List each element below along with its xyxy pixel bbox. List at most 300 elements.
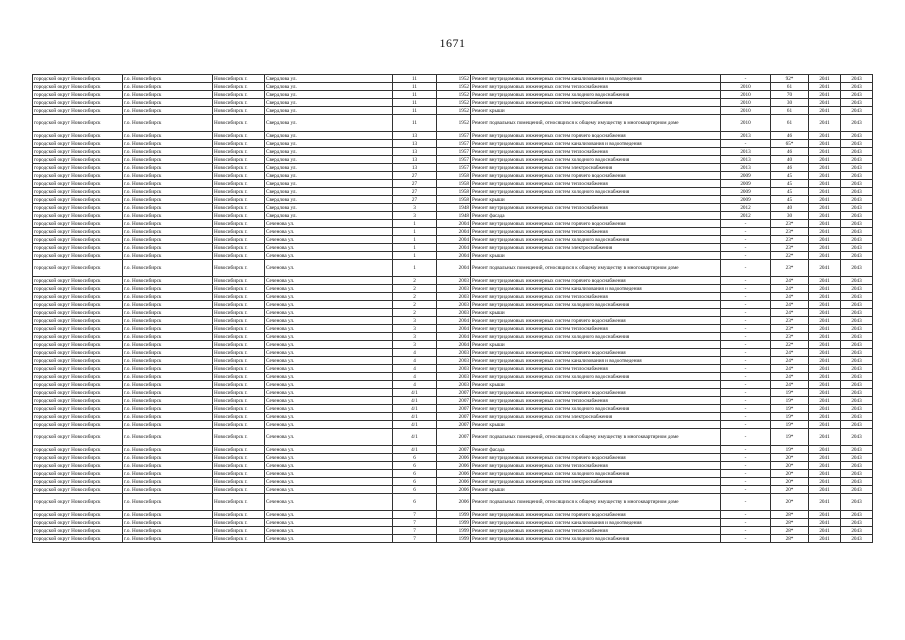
house-cell: 7 xyxy=(393,535,437,543)
last-repair-cell: - xyxy=(721,341,771,349)
year-built-cell: 1999 xyxy=(437,519,471,527)
start-year-cell: 2041 xyxy=(809,293,841,301)
start-year-cell: 2041 xyxy=(809,99,841,107)
street-cell: Сеченова ул. xyxy=(265,446,393,454)
wear-cell: 65* xyxy=(771,140,809,148)
city-cell: Новосибирск г. xyxy=(213,365,265,373)
year-built-cell: 1948 xyxy=(437,204,471,212)
district-cell: г.о. Новосибирск xyxy=(123,470,213,478)
end-year-cell: 2043 xyxy=(841,277,873,285)
end-year-cell: 2043 xyxy=(841,309,873,317)
district-cell: г.о. Новосибирск xyxy=(123,413,213,421)
street-cell: Свердлова ул. xyxy=(265,164,393,172)
municipality-cell: городской округ Новосибирск xyxy=(33,309,123,317)
house-cell: 2 xyxy=(393,285,437,293)
house-cell: 1 xyxy=(393,228,437,236)
work-type-cell: Ремонт внутридомовых инженерных систем теплоснабжения xyxy=(471,228,721,236)
year-built-cell: 2003 xyxy=(437,285,471,293)
start-year-cell: 2041 xyxy=(809,317,841,325)
wear-cell: 24* xyxy=(771,381,809,389)
city-cell: Новосибирск г. xyxy=(213,172,265,180)
work-type-cell: Ремонт подвальных помещений, относящихся к общему имуществу в многоквартирном доме xyxy=(471,260,721,277)
work-type-cell: Ремонт внутридомовых инженерных систем электроснабжения xyxy=(471,244,721,252)
end-year-cell: 2043 xyxy=(841,140,873,148)
last-repair-cell: - xyxy=(721,317,771,325)
municipality-cell: городской округ Новосибирск xyxy=(33,397,123,405)
work-type-cell: Ремонт внутридомовых инженерных систем теплоснабжения xyxy=(471,83,721,91)
year-built-cell: 1958 xyxy=(437,188,471,196)
municipality-cell: городской округ Новосибирск xyxy=(33,212,123,220)
municipality-cell: городской округ Новосибирск xyxy=(33,333,123,341)
city-cell: Новосибирск г. xyxy=(213,140,265,148)
municipality-cell: городской округ Новосибирск xyxy=(33,325,123,333)
house-cell: 27 xyxy=(393,196,437,204)
table-row xyxy=(33,349,873,357)
table-row xyxy=(33,494,873,511)
municipality-cell: городской округ Новосибирск xyxy=(33,535,123,543)
last-repair-cell: - xyxy=(721,470,771,478)
year-built-cell: 1957 xyxy=(437,164,471,172)
start-year-cell: 2041 xyxy=(809,107,841,115)
street-cell: Сеченова ул. xyxy=(265,373,393,381)
street-cell: Свердлова ул. xyxy=(265,75,393,83)
house-cell: 27 xyxy=(393,172,437,180)
city-cell: Новосибирск г. xyxy=(213,293,265,301)
last-repair-cell: 2012 xyxy=(721,204,771,212)
municipality-cell: городской округ Новосибирск xyxy=(33,527,123,535)
house-cell: 1 xyxy=(393,260,437,277)
house-cell: 13 xyxy=(393,148,437,156)
wear-cell: 46 xyxy=(771,148,809,156)
work-type-cell: Ремонт внутридомовых инженерных систем теплоснабжения xyxy=(471,180,721,188)
city-cell: Новосибирск г. xyxy=(213,462,265,470)
last-repair-cell: - xyxy=(721,494,771,511)
district-cell: г.о. Новосибирск xyxy=(123,325,213,333)
start-year-cell: 2041 xyxy=(809,132,841,140)
last-repair-cell: - xyxy=(721,421,771,429)
table-row xyxy=(33,462,873,470)
last-repair-cell: - xyxy=(721,252,771,260)
year-built-cell: 2003 xyxy=(437,301,471,309)
street-cell: Сеченова ул. xyxy=(265,341,393,349)
district-cell: г.о. Новосибирск xyxy=(123,148,213,156)
wear-cell: 20* xyxy=(771,478,809,486)
end-year-cell: 2043 xyxy=(841,317,873,325)
wear-cell: 28* xyxy=(771,511,809,519)
wear-cell: 61 xyxy=(771,115,809,132)
last-repair-cell: - xyxy=(721,140,771,148)
start-year-cell: 2041 xyxy=(809,405,841,413)
municipality-cell: городской округ Новосибирск xyxy=(33,99,123,107)
repair-schedule-table xyxy=(32,74,873,543)
house-cell: 1 xyxy=(393,236,437,244)
end-year-cell: 2043 xyxy=(841,357,873,365)
wear-cell: 19* xyxy=(771,421,809,429)
year-built-cell: 2003 xyxy=(437,349,471,357)
start-year-cell: 2041 xyxy=(809,365,841,373)
work-type-cell: Ремонт внутридомовых инженерных систем холодного водоснабжения xyxy=(471,236,721,244)
start-year-cell: 2041 xyxy=(809,421,841,429)
city-cell: Новосибирск г. xyxy=(213,341,265,349)
district-cell: г.о. Новосибирск xyxy=(123,519,213,527)
end-year-cell: 2043 xyxy=(841,204,873,212)
district-cell: г.о. Новосибирск xyxy=(123,421,213,429)
end-year-cell: 2043 xyxy=(841,220,873,228)
wear-cell: 19* xyxy=(771,429,809,446)
district-cell: г.о. Новосибирск xyxy=(123,317,213,325)
table-row xyxy=(33,527,873,535)
street-cell: Свердлова ул. xyxy=(265,172,393,180)
end-year-cell: 2043 xyxy=(841,470,873,478)
house-cell: 6 xyxy=(393,478,437,486)
district-cell: г.о. Новосибирск xyxy=(123,365,213,373)
street-cell: Свердлова ул. xyxy=(265,107,393,115)
city-cell: Новосибирск г. xyxy=(213,115,265,132)
municipality-cell: городской округ Новосибирск xyxy=(33,454,123,462)
year-built-cell: 1952 xyxy=(437,83,471,91)
page-number: 1671 xyxy=(439,36,466,50)
district-cell: г.о. Новосибирск xyxy=(123,188,213,196)
municipality-cell: городской округ Новосибирск xyxy=(33,446,123,454)
table-row xyxy=(33,413,873,421)
city-cell: Новосибирск г. xyxy=(213,325,265,333)
district-cell: г.о. Новосибирск xyxy=(123,196,213,204)
start-year-cell: 2041 xyxy=(809,381,841,389)
table-row xyxy=(33,228,873,236)
table-row xyxy=(33,236,873,244)
street-cell: Свердлова ул. xyxy=(265,196,393,204)
house-cell: 3 xyxy=(393,317,437,325)
district-cell: г.о. Новосибирск xyxy=(123,236,213,244)
start-year-cell: 2041 xyxy=(809,115,841,132)
wear-cell: 28* xyxy=(771,535,809,543)
district-cell: г.о. Новосибирск xyxy=(123,389,213,397)
wear-cell: 20* xyxy=(771,470,809,478)
wear-cell: 23* xyxy=(771,220,809,228)
district-cell: г.о. Новосибирск xyxy=(123,301,213,309)
city-cell: Новосибирск г. xyxy=(213,429,265,446)
work-type-cell: Ремонт внутридомовых инженерных систем горячего водоснабжения xyxy=(471,317,721,325)
wear-cell: 20* xyxy=(771,494,809,511)
end-year-cell: 2043 xyxy=(841,341,873,349)
work-type-cell: Ремонт внутридомовых инженерных систем горячего водоснабжения xyxy=(471,389,721,397)
street-cell: Сеченова ул. xyxy=(265,511,393,519)
year-built-cell: 1958 xyxy=(437,172,471,180)
year-built-cell: 2003 xyxy=(437,365,471,373)
work-type-cell: Ремонт внутридомовых инженерных систем теплоснабжения xyxy=(471,462,721,470)
end-year-cell: 2043 xyxy=(841,107,873,115)
last-repair-cell: 2010 xyxy=(721,107,771,115)
city-cell: Новосибирск г. xyxy=(213,148,265,156)
end-year-cell: 2043 xyxy=(841,413,873,421)
municipality-cell: городской округ Новосибирск xyxy=(33,519,123,527)
municipality-cell: городской округ Новосибирск xyxy=(33,180,123,188)
start-year-cell: 2041 xyxy=(809,373,841,381)
city-cell: Новосибирск г. xyxy=(213,164,265,172)
work-type-cell: Ремонт внутридомовых инженерных систем канализования и водоотведения xyxy=(471,357,721,365)
street-cell: Сеченова ул. xyxy=(265,486,393,494)
street-cell: Свердлова ул. xyxy=(265,91,393,99)
work-type-cell: Ремонт внутридомовых инженерных систем холодного водоснабжения xyxy=(471,188,721,196)
street-cell: Сеченова ул. xyxy=(265,252,393,260)
table-row xyxy=(33,220,873,228)
house-cell: 3 xyxy=(393,333,437,341)
house-cell: 3 xyxy=(393,325,437,333)
year-built-cell: 1957 xyxy=(437,140,471,148)
start-year-cell: 2041 xyxy=(809,494,841,511)
city-cell: Новосибирск г. xyxy=(213,285,265,293)
start-year-cell: 2041 xyxy=(809,236,841,244)
wear-cell: 45 xyxy=(771,196,809,204)
district-cell: г.о. Новосибирск xyxy=(123,527,213,535)
table-row xyxy=(33,156,873,164)
table-row xyxy=(33,83,873,91)
city-cell: Новосибирск г. xyxy=(213,309,265,317)
wear-cell: 23* xyxy=(771,236,809,244)
last-repair-cell: - xyxy=(721,309,771,317)
wear-cell: 23* xyxy=(771,317,809,325)
work-type-cell: Ремонт внутридомовых инженерных систем электроснабжения xyxy=(471,413,721,421)
table-row xyxy=(33,341,873,349)
start-year-cell: 2041 xyxy=(809,429,841,446)
table-row xyxy=(33,252,873,260)
municipality-cell: городской округ Новосибирск xyxy=(33,204,123,212)
house-cell: 2 xyxy=(393,277,437,285)
district-cell: г.о. Новосибирск xyxy=(123,228,213,236)
end-year-cell: 2043 xyxy=(841,75,873,83)
last-repair-cell: - xyxy=(721,454,771,462)
city-cell: Новосибирск г. xyxy=(213,389,265,397)
year-built-cell: 2007 xyxy=(437,413,471,421)
street-cell: Сеченова ул. xyxy=(265,357,393,365)
end-year-cell: 2043 xyxy=(841,228,873,236)
street-cell: Сеченова ул. xyxy=(265,470,393,478)
last-repair-cell: - xyxy=(721,462,771,470)
municipality-cell: городской округ Новосибирск xyxy=(33,381,123,389)
municipality-cell: городской округ Новосибирск xyxy=(33,260,123,277)
city-cell: Новосибирск г. xyxy=(213,252,265,260)
municipality-cell: городской округ Новосибирск xyxy=(33,494,123,511)
year-built-cell: 2006 xyxy=(437,494,471,511)
district-cell: г.о. Новосибирск xyxy=(123,446,213,454)
table-row xyxy=(33,365,873,373)
city-cell: Новосибирск г. xyxy=(213,470,265,478)
work-type-cell: Ремонт фасада xyxy=(471,212,721,220)
wear-cell: 19* xyxy=(771,405,809,413)
municipality-cell: городской округ Новосибирск xyxy=(33,107,123,115)
year-built-cell: 2003 xyxy=(437,373,471,381)
end-year-cell: 2043 xyxy=(841,397,873,405)
municipality-cell: городской округ Новосибирск xyxy=(33,277,123,285)
start-year-cell: 2041 xyxy=(809,470,841,478)
table-row xyxy=(33,470,873,478)
table-row xyxy=(33,446,873,454)
street-cell: Свердлова ул. xyxy=(265,212,393,220)
work-type-cell: Ремонт внутридомовых инженерных систем теплоснабжения xyxy=(471,325,721,333)
municipality-cell: городской округ Новосибирск xyxy=(33,389,123,397)
wear-cell: 22* xyxy=(771,341,809,349)
house-cell: 13 xyxy=(393,156,437,164)
street-cell: Сеченова ул. xyxy=(265,389,393,397)
last-repair-cell: - xyxy=(721,429,771,446)
wear-cell: 24* xyxy=(771,293,809,301)
street-cell: Свердлова ул. xyxy=(265,83,393,91)
wear-cell: 30 xyxy=(771,99,809,107)
street-cell: Сеченова ул. xyxy=(265,260,393,277)
city-cell: Новосибирск г. xyxy=(213,381,265,389)
work-type-cell: Ремонт внутридомовых инженерных систем холодного водоснабжения xyxy=(471,91,721,99)
district-cell: г.о. Новосибирск xyxy=(123,156,213,164)
work-type-cell: Ремонт внутридомовых инженерных систем холодного водоснабжения xyxy=(471,373,721,381)
end-year-cell: 2043 xyxy=(841,196,873,204)
last-repair-cell: 2010 xyxy=(721,83,771,91)
wear-cell: 45 xyxy=(771,188,809,196)
street-cell: Свердлова ул. xyxy=(265,140,393,148)
house-cell: 4/1 xyxy=(393,405,437,413)
city-cell: Новосибирск г. xyxy=(213,421,265,429)
end-year-cell: 2043 xyxy=(841,115,873,132)
district-cell: г.о. Новосибирск xyxy=(123,381,213,389)
wear-cell: 19* xyxy=(771,413,809,421)
table-row xyxy=(33,148,873,156)
street-cell: Сеченова ул. xyxy=(265,317,393,325)
city-cell: Новосибирск г. xyxy=(213,349,265,357)
municipality-cell: городской округ Новосибирск xyxy=(33,462,123,470)
year-built-cell: 1957 xyxy=(437,156,471,164)
table-body xyxy=(33,75,873,543)
municipality-cell: городской округ Новосибирск xyxy=(33,365,123,373)
table-row xyxy=(33,309,873,317)
end-year-cell: 2043 xyxy=(841,99,873,107)
end-year-cell: 2043 xyxy=(841,83,873,91)
street-cell: Свердлова ул. xyxy=(265,148,393,156)
district-cell: г.о. Новосибирск xyxy=(123,260,213,277)
work-type-cell: Ремонт внутридомовых инженерных систем теплоснабжения xyxy=(471,365,721,373)
district-cell: г.о. Новосибирск xyxy=(123,252,213,260)
start-year-cell: 2041 xyxy=(809,341,841,349)
municipality-cell: городской округ Новосибирск xyxy=(33,413,123,421)
work-type-cell: Ремонт внутридомовых инженерных систем холодного водоснабжения xyxy=(471,535,721,543)
start-year-cell: 2041 xyxy=(809,172,841,180)
wear-cell: 28* xyxy=(771,519,809,527)
wear-cell: 24* xyxy=(771,365,809,373)
last-repair-cell: - xyxy=(721,478,771,486)
start-year-cell: 2041 xyxy=(809,252,841,260)
district-cell: г.о. Новосибирск xyxy=(123,405,213,413)
start-year-cell: 2041 xyxy=(809,91,841,99)
street-cell: Свердлова ул. xyxy=(265,115,393,132)
municipality-cell: городской округ Новосибирск xyxy=(33,75,123,83)
house-cell: 11 xyxy=(393,83,437,91)
district-cell: г.о. Новосибирск xyxy=(123,478,213,486)
street-cell: Сеченова ул. xyxy=(265,309,393,317)
year-built-cell: 2003 xyxy=(437,381,471,389)
wear-cell: 24* xyxy=(771,349,809,357)
year-built-cell: 2004 xyxy=(437,228,471,236)
year-built-cell: 2006 xyxy=(437,486,471,494)
street-cell: Сеченова ул. xyxy=(265,325,393,333)
municipality-cell: городской округ Новосибирск xyxy=(33,317,123,325)
last-repair-cell: - xyxy=(721,228,771,236)
start-year-cell: 2041 xyxy=(809,75,841,83)
wear-cell: 23* xyxy=(771,333,809,341)
district-cell: г.о. Новосибирск xyxy=(123,535,213,543)
street-cell: Сеченова ул. xyxy=(265,293,393,301)
district-cell: г.о. Новосибирск xyxy=(123,494,213,511)
table-row xyxy=(33,164,873,172)
year-built-cell: 2004 xyxy=(437,325,471,333)
municipality-cell: городской округ Новосибирск xyxy=(33,478,123,486)
wear-cell: 23* xyxy=(771,244,809,252)
house-cell: 6 xyxy=(393,454,437,462)
last-repair-cell: 2013 xyxy=(721,132,771,140)
district-cell: г.о. Новосибирск xyxy=(123,357,213,365)
street-cell: Сеченова ул. xyxy=(265,413,393,421)
city-cell: Новосибирск г. xyxy=(213,91,265,99)
table-row xyxy=(33,325,873,333)
municipality-cell: городской округ Новосибирск xyxy=(33,156,123,164)
year-built-cell: 2007 xyxy=(437,429,471,446)
end-year-cell: 2043 xyxy=(841,494,873,511)
work-type-cell: Ремонт крыши xyxy=(471,196,721,204)
last-repair-cell: - xyxy=(721,285,771,293)
start-year-cell: 2041 xyxy=(809,486,841,494)
start-year-cell: 2041 xyxy=(809,188,841,196)
street-cell: Сеченова ул. xyxy=(265,220,393,228)
end-year-cell: 2043 xyxy=(841,260,873,277)
table-row xyxy=(33,285,873,293)
last-repair-cell: - xyxy=(721,397,771,405)
district-cell: г.о. Новосибирск xyxy=(123,91,213,99)
wear-cell: 61 xyxy=(771,83,809,91)
city-cell: Новосибирск г. xyxy=(213,519,265,527)
work-type-cell: Ремонт подвальных помещений, относящихся к общему имуществу в многоквартирном доме xyxy=(471,494,721,511)
house-cell: 1 xyxy=(393,220,437,228)
street-cell: Сеченова ул. xyxy=(265,349,393,357)
last-repair-cell: - xyxy=(721,405,771,413)
start-year-cell: 2041 xyxy=(809,180,841,188)
last-repair-cell: - xyxy=(721,389,771,397)
street-cell: Сеченова ул. xyxy=(265,494,393,511)
house-cell: 7 xyxy=(393,519,437,527)
end-year-cell: 2043 xyxy=(841,421,873,429)
last-repair-cell: - xyxy=(721,301,771,309)
municipality-cell: городской округ Новосибирск xyxy=(33,115,123,132)
start-year-cell: 2041 xyxy=(809,357,841,365)
municipality-cell: городской округ Новосибирск xyxy=(33,188,123,196)
work-type-cell: Ремонт внутридомовых инженерных систем канализования и водоотведения xyxy=(471,75,721,83)
start-year-cell: 2041 xyxy=(809,228,841,236)
street-cell: Свердлова ул. xyxy=(265,188,393,196)
year-built-cell: 2007 xyxy=(437,397,471,405)
start-year-cell: 2041 xyxy=(809,260,841,277)
start-year-cell: 2041 xyxy=(809,454,841,462)
year-built-cell: 2004 xyxy=(437,333,471,341)
wear-cell: 19* xyxy=(771,389,809,397)
start-year-cell: 2041 xyxy=(809,196,841,204)
house-cell: 11 xyxy=(393,91,437,99)
start-year-cell: 2041 xyxy=(809,285,841,293)
district-cell: г.о. Новосибирск xyxy=(123,454,213,462)
house-cell: 4 xyxy=(393,349,437,357)
start-year-cell: 2041 xyxy=(809,148,841,156)
year-built-cell: 1952 xyxy=(437,99,471,107)
work-type-cell: Ремонт крыши xyxy=(471,381,721,389)
city-cell: Новосибирск г. xyxy=(213,132,265,140)
start-year-cell: 2041 xyxy=(809,156,841,164)
city-cell: Новосибирск г. xyxy=(213,317,265,325)
house-cell: 1 xyxy=(393,244,437,252)
